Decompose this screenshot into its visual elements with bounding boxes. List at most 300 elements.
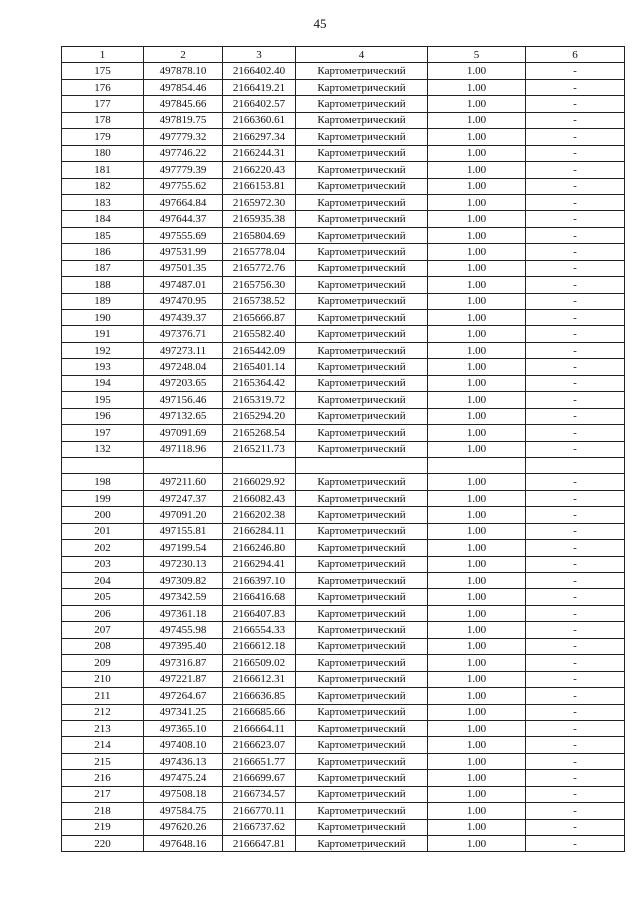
table-row [62, 507, 625, 523]
cell-point-number: 216 [62, 770, 144, 786]
cell-point-number: 204 [62, 573, 144, 589]
cell-x: 497361.18 [144, 605, 223, 621]
table-row [62, 178, 625, 194]
cell-accuracy: 1.00 [428, 836, 526, 852]
cell-method: Картометрический [296, 277, 428, 293]
table-row [62, 359, 625, 375]
cell-y: 2166082.43 [223, 490, 296, 506]
cell-point-number: 194 [62, 375, 144, 391]
cell-x: 497746.22 [144, 145, 223, 161]
cell-accuracy: 1.00 [428, 63, 526, 79]
cell-x: 497247.37 [144, 490, 223, 506]
cell-point-number: 209 [62, 655, 144, 671]
cell-x: 497487.01 [144, 277, 223, 293]
cell-x: 497455.98 [144, 622, 223, 638]
cell-y: 2166246.80 [223, 540, 296, 556]
cell-point-number: 183 [62, 194, 144, 210]
cell-method: Картометрический [296, 425, 428, 441]
cell-y: 2166770.11 [223, 803, 296, 819]
cell-y: 2166554.33 [223, 622, 296, 638]
cell-y: 2166664.11 [223, 720, 296, 736]
table-row [62, 457, 625, 473]
table-row [62, 638, 625, 654]
cell-method: Картометрический [296, 129, 428, 145]
cell-accuracy: 1.00 [428, 507, 526, 523]
cell-x: 497648.16 [144, 836, 223, 852]
cell-point-number: 203 [62, 556, 144, 572]
table-row [62, 96, 625, 112]
cell-y: 2166651.77 [223, 753, 296, 769]
cell-x: 497376.71 [144, 326, 223, 342]
table-row [62, 211, 625, 227]
cell-method: Картометрический [296, 96, 428, 112]
cell-accuracy [428, 457, 526, 473]
table-row [62, 145, 625, 161]
cell-method: Картометрический [296, 737, 428, 753]
cell-method: Картометрический [296, 556, 428, 572]
cell-description: - [526, 671, 625, 687]
column-header-y: 3 [223, 47, 296, 63]
cell-point-number: 218 [62, 803, 144, 819]
cell-accuracy: 1.00 [428, 129, 526, 145]
cell-description: - [526, 803, 625, 819]
table-row [62, 326, 625, 342]
cell-accuracy: 1.00 [428, 79, 526, 95]
cell-y: 2165935.38 [223, 211, 296, 227]
cell-y: 2165268.54 [223, 425, 296, 441]
table-row [62, 770, 625, 786]
table-row [62, 227, 625, 243]
cell-point-number: 210 [62, 671, 144, 687]
cell-accuracy: 1.00 [428, 162, 526, 178]
cell-description [526, 457, 625, 473]
cell-y: 2165756.30 [223, 277, 296, 293]
cell-method: Картометрический [296, 786, 428, 802]
cell-point-number: 190 [62, 310, 144, 326]
cell-accuracy: 1.00 [428, 556, 526, 572]
cell-method: Картометрический [296, 819, 428, 835]
cell-accuracy: 1.00 [428, 770, 526, 786]
table-row [62, 737, 625, 753]
cell-y: 2166416.68 [223, 589, 296, 605]
cell-method: Картометрический [296, 803, 428, 819]
cell-accuracy: 1.00 [428, 145, 526, 161]
cell-description: - [526, 556, 625, 572]
cell-point-number: 184 [62, 211, 144, 227]
cell-method: Картометрический [296, 293, 428, 309]
cell-description: - [526, 441, 625, 457]
table-row [62, 79, 625, 95]
cell-accuracy: 1.00 [428, 819, 526, 835]
table-row [62, 540, 625, 556]
cell-description: - [526, 720, 625, 736]
table-row [62, 671, 625, 687]
cell-point-number [62, 457, 144, 473]
cell-description: - [526, 260, 625, 276]
cell-method: Картометрический [296, 326, 428, 342]
cell-y: 2166294.41 [223, 556, 296, 572]
cell-method: Картометрический [296, 441, 428, 457]
cell-method: Картометрический [296, 211, 428, 227]
cell-description: - [526, 770, 625, 786]
cell-accuracy: 1.00 [428, 244, 526, 260]
cell-description: - [526, 688, 625, 704]
cell-method: Картометрический [296, 540, 428, 556]
cell-point-number: 202 [62, 540, 144, 556]
table-row [62, 441, 625, 457]
cell-y: 2166612.31 [223, 671, 296, 687]
cell-y: 2166612.18 [223, 638, 296, 654]
cell-point-number: 199 [62, 490, 144, 506]
cell-x: 497779.32 [144, 129, 223, 145]
cell-description: - [526, 227, 625, 243]
cell-method: Картометрический [296, 244, 428, 260]
table-row [62, 392, 625, 408]
cell-description: - [526, 112, 625, 128]
cell-point-number: 195 [62, 392, 144, 408]
cell-point-number: 193 [62, 359, 144, 375]
table-row [62, 112, 625, 128]
table-row [62, 244, 625, 260]
cell-accuracy: 1.00 [428, 441, 526, 457]
cell-description: - [526, 326, 625, 342]
cell-accuracy: 1.00 [428, 490, 526, 506]
cell-description: - [526, 244, 625, 260]
table-row [62, 260, 625, 276]
cell-accuracy: 1.00 [428, 786, 526, 802]
cell-method: Картометрический [296, 227, 428, 243]
cell-description: - [526, 474, 625, 490]
cell-accuracy: 1.00 [428, 178, 526, 194]
cell-x: 497211.60 [144, 474, 223, 490]
cell-description: - [526, 589, 625, 605]
cell-y: 2166360.61 [223, 112, 296, 128]
cell-point-number: 212 [62, 704, 144, 720]
cell-accuracy: 1.00 [428, 605, 526, 621]
cell-description: - [526, 277, 625, 293]
cell-y: 2166153.81 [223, 178, 296, 194]
cell-accuracy: 1.00 [428, 474, 526, 490]
cell-method: Картометрический [296, 474, 428, 490]
cell-point-number: 179 [62, 129, 144, 145]
cell-description: - [526, 375, 625, 391]
coordinates-table [61, 46, 625, 852]
cell-point-number: 185 [62, 227, 144, 243]
cell-method: Картометрический [296, 162, 428, 178]
cell-x: 497436.13 [144, 753, 223, 769]
cell-description: - [526, 392, 625, 408]
cell-point-number: 180 [62, 145, 144, 161]
cell-description: - [526, 507, 625, 523]
cell-x: 497341.25 [144, 704, 223, 720]
cell-point-number: 206 [62, 605, 144, 621]
cell-accuracy: 1.00 [428, 326, 526, 342]
cell-x: 497230.13 [144, 556, 223, 572]
cell-point-number: 213 [62, 720, 144, 736]
column-header-x: 2 [144, 47, 223, 63]
cell-accuracy: 1.00 [428, 194, 526, 210]
cell-method: Картометрический [296, 573, 428, 589]
cell-method: Картометрический [296, 770, 428, 786]
cell-accuracy: 1.00 [428, 671, 526, 687]
cell-method: Картометрический [296, 671, 428, 687]
cell-x: 497203.65 [144, 375, 223, 391]
cell-accuracy: 1.00 [428, 96, 526, 112]
cell-method: Картометрический [296, 408, 428, 424]
cell-x: 497156.46 [144, 392, 223, 408]
cell-description: - [526, 786, 625, 802]
cell-point-number: 176 [62, 79, 144, 95]
cell-y: 2166699.67 [223, 770, 296, 786]
cell-description: - [526, 540, 625, 556]
cell-y: 2166734.57 [223, 786, 296, 802]
cell-x [144, 457, 223, 473]
cell-accuracy: 1.00 [428, 359, 526, 375]
cell-accuracy: 1.00 [428, 589, 526, 605]
cell-y: 2166297.34 [223, 129, 296, 145]
cell-description: - [526, 310, 625, 326]
cell-point-number: 192 [62, 342, 144, 358]
cell-y: 2166244.31 [223, 145, 296, 161]
cell-x: 497365.10 [144, 720, 223, 736]
cell-point-number: 132 [62, 441, 144, 457]
cell-method: Картометрический [296, 688, 428, 704]
cell-y: 2166402.40 [223, 63, 296, 79]
cell-method: Картометрический [296, 310, 428, 326]
cell-x: 497779.39 [144, 162, 223, 178]
cell-method: Картометрический [296, 605, 428, 621]
cell-accuracy: 1.00 [428, 704, 526, 720]
column-header-description: 6 [526, 47, 625, 63]
cell-point-number: 205 [62, 589, 144, 605]
cell-x: 497878.10 [144, 63, 223, 79]
cell-description: - [526, 523, 625, 539]
cell-description: - [526, 63, 625, 79]
table-row [62, 655, 625, 671]
cell-y: 2166419.21 [223, 79, 296, 95]
cell-description: - [526, 211, 625, 227]
cell-accuracy: 1.00 [428, 753, 526, 769]
cell-method: Картометрический [296, 375, 428, 391]
table-row [62, 836, 625, 852]
cell-y: 2165319.72 [223, 392, 296, 408]
cell-description: - [526, 737, 625, 753]
cell-accuracy: 1.00 [428, 293, 526, 309]
cell-point-number: 207 [62, 622, 144, 638]
cell-description: - [526, 194, 625, 210]
cell-method: Картометрический [296, 260, 428, 276]
cell-y: 2166407.83 [223, 605, 296, 621]
table-row [62, 63, 625, 79]
table-row [62, 277, 625, 293]
table-row [62, 803, 625, 819]
cell-point-number: 220 [62, 836, 144, 852]
cell-y: 2165738.52 [223, 293, 296, 309]
cell-description: - [526, 836, 625, 852]
cell-method: Картометрический [296, 178, 428, 194]
cell-x: 497408.10 [144, 737, 223, 753]
cell-x: 497273.11 [144, 342, 223, 358]
cell-x: 497316.87 [144, 655, 223, 671]
cell-method: Картометрический [296, 589, 428, 605]
cell-method: Картометрический [296, 622, 428, 638]
cell-point-number: 182 [62, 178, 144, 194]
cell-point-number: 208 [62, 638, 144, 654]
table-row [62, 129, 625, 145]
cell-description: - [526, 96, 625, 112]
cell-x: 497584.75 [144, 803, 223, 819]
cell-method: Картометрический [296, 638, 428, 654]
cell-accuracy: 1.00 [428, 277, 526, 293]
cell-x: 497755.62 [144, 178, 223, 194]
cell-point-number: 178 [62, 112, 144, 128]
cell-point-number: 201 [62, 523, 144, 539]
cell-x: 497845.66 [144, 96, 223, 112]
cell-y: 2166397.10 [223, 573, 296, 589]
cell-description: - [526, 145, 625, 161]
cell-x: 497342.59 [144, 589, 223, 605]
cell-method [296, 457, 428, 473]
cell-y: 2165582.40 [223, 326, 296, 342]
cell-y: 2166623.07 [223, 737, 296, 753]
cell-point-number: 191 [62, 326, 144, 342]
cell-y: 2166402.57 [223, 96, 296, 112]
cell-description: - [526, 79, 625, 95]
column-header-point-number: 1 [62, 47, 144, 63]
cell-method: Картометрический [296, 145, 428, 161]
cell-x: 497132.65 [144, 408, 223, 424]
cell-description: - [526, 819, 625, 835]
cell-accuracy: 1.00 [428, 638, 526, 654]
cell-point-number: 196 [62, 408, 144, 424]
cell-y: 2166509.02 [223, 655, 296, 671]
cell-accuracy: 1.00 [428, 310, 526, 326]
cell-point-number: 186 [62, 244, 144, 260]
cell-point-number: 187 [62, 260, 144, 276]
cell-x: 497395.40 [144, 638, 223, 654]
table-row [62, 605, 625, 621]
cell-method: Картометрический [296, 79, 428, 95]
cell-accuracy: 1.00 [428, 540, 526, 556]
cell-x: 497264.67 [144, 688, 223, 704]
cell-point-number: 211 [62, 688, 144, 704]
table-row [62, 589, 625, 605]
cell-description: - [526, 655, 625, 671]
cell-accuracy: 1.00 [428, 737, 526, 753]
cell-description: - [526, 178, 625, 194]
cell-description: - [526, 162, 625, 178]
cell-method: Картометрический [296, 836, 428, 852]
cell-method: Картометрический [296, 704, 428, 720]
cell-method: Картометрический [296, 342, 428, 358]
cell-x: 497091.69 [144, 425, 223, 441]
cell-x: 497221.87 [144, 671, 223, 687]
cell-x: 497508.18 [144, 786, 223, 802]
cell-accuracy: 1.00 [428, 392, 526, 408]
cell-method: Картометрический [296, 359, 428, 375]
cell-y: 2165364.42 [223, 375, 296, 391]
table-row [62, 490, 625, 506]
cell-description: - [526, 293, 625, 309]
cell-method: Картометрический [296, 655, 428, 671]
cell-description: - [526, 129, 625, 145]
cell-accuracy: 1.00 [428, 655, 526, 671]
cell-accuracy: 1.00 [428, 260, 526, 276]
table-row [62, 162, 625, 178]
column-header-method: 4 [296, 47, 428, 63]
cell-x: 497555.69 [144, 227, 223, 243]
cell-accuracy: 1.00 [428, 622, 526, 638]
cell-x: 497155.81 [144, 523, 223, 539]
cell-method: Картометрический [296, 112, 428, 128]
table-row [62, 474, 625, 490]
cell-y: 2166685.66 [223, 704, 296, 720]
cell-description: - [526, 753, 625, 769]
cell-point-number: 197 [62, 425, 144, 441]
page-number: 45 [313, 16, 327, 31]
table-body [62, 63, 625, 852]
table-row [62, 408, 625, 424]
cell-accuracy: 1.00 [428, 803, 526, 819]
cell-accuracy: 1.00 [428, 375, 526, 391]
table-row [62, 753, 625, 769]
table-row [62, 819, 625, 835]
table-row [62, 688, 625, 704]
cell-point-number: 198 [62, 474, 144, 490]
cell-description: - [526, 704, 625, 720]
cell-y: 2165442.09 [223, 342, 296, 358]
cell-method: Картометрический [296, 63, 428, 79]
cell-x: 497470.95 [144, 293, 223, 309]
cell-point-number: 175 [62, 63, 144, 79]
cell-y [223, 457, 296, 473]
cell-x: 497248.04 [144, 359, 223, 375]
cell-x: 497620.26 [144, 819, 223, 835]
table-header [62, 47, 625, 63]
cell-y: 2166284.11 [223, 523, 296, 539]
cell-point-number: 217 [62, 786, 144, 802]
cell-description: - [526, 622, 625, 638]
cell-y: 2165772.76 [223, 260, 296, 276]
cell-y: 2165778.04 [223, 244, 296, 260]
cell-y: 2165294.20 [223, 408, 296, 424]
cell-point-number: 188 [62, 277, 144, 293]
cell-x: 497644.37 [144, 211, 223, 227]
cell-description: - [526, 490, 625, 506]
header-row [62, 47, 625, 63]
column-header-accuracy: 5 [428, 47, 526, 63]
cell-accuracy: 1.00 [428, 720, 526, 736]
cell-method: Картометрический [296, 753, 428, 769]
cell-x: 497501.35 [144, 260, 223, 276]
table-row [62, 622, 625, 638]
cell-accuracy: 1.00 [428, 425, 526, 441]
cell-description: - [526, 605, 625, 621]
cell-point-number: 215 [62, 753, 144, 769]
table-row [62, 704, 625, 720]
cell-point-number: 181 [62, 162, 144, 178]
table-row [62, 720, 625, 736]
cell-y: 2166029.92 [223, 474, 296, 490]
cell-accuracy: 1.00 [428, 211, 526, 227]
cell-y: 2165972.30 [223, 194, 296, 210]
cell-x: 497199.54 [144, 540, 223, 556]
cell-y: 2166202.38 [223, 507, 296, 523]
cell-point-number: 214 [62, 737, 144, 753]
cell-description: - [526, 638, 625, 654]
table-row [62, 523, 625, 539]
cell-method: Картометрический [296, 507, 428, 523]
